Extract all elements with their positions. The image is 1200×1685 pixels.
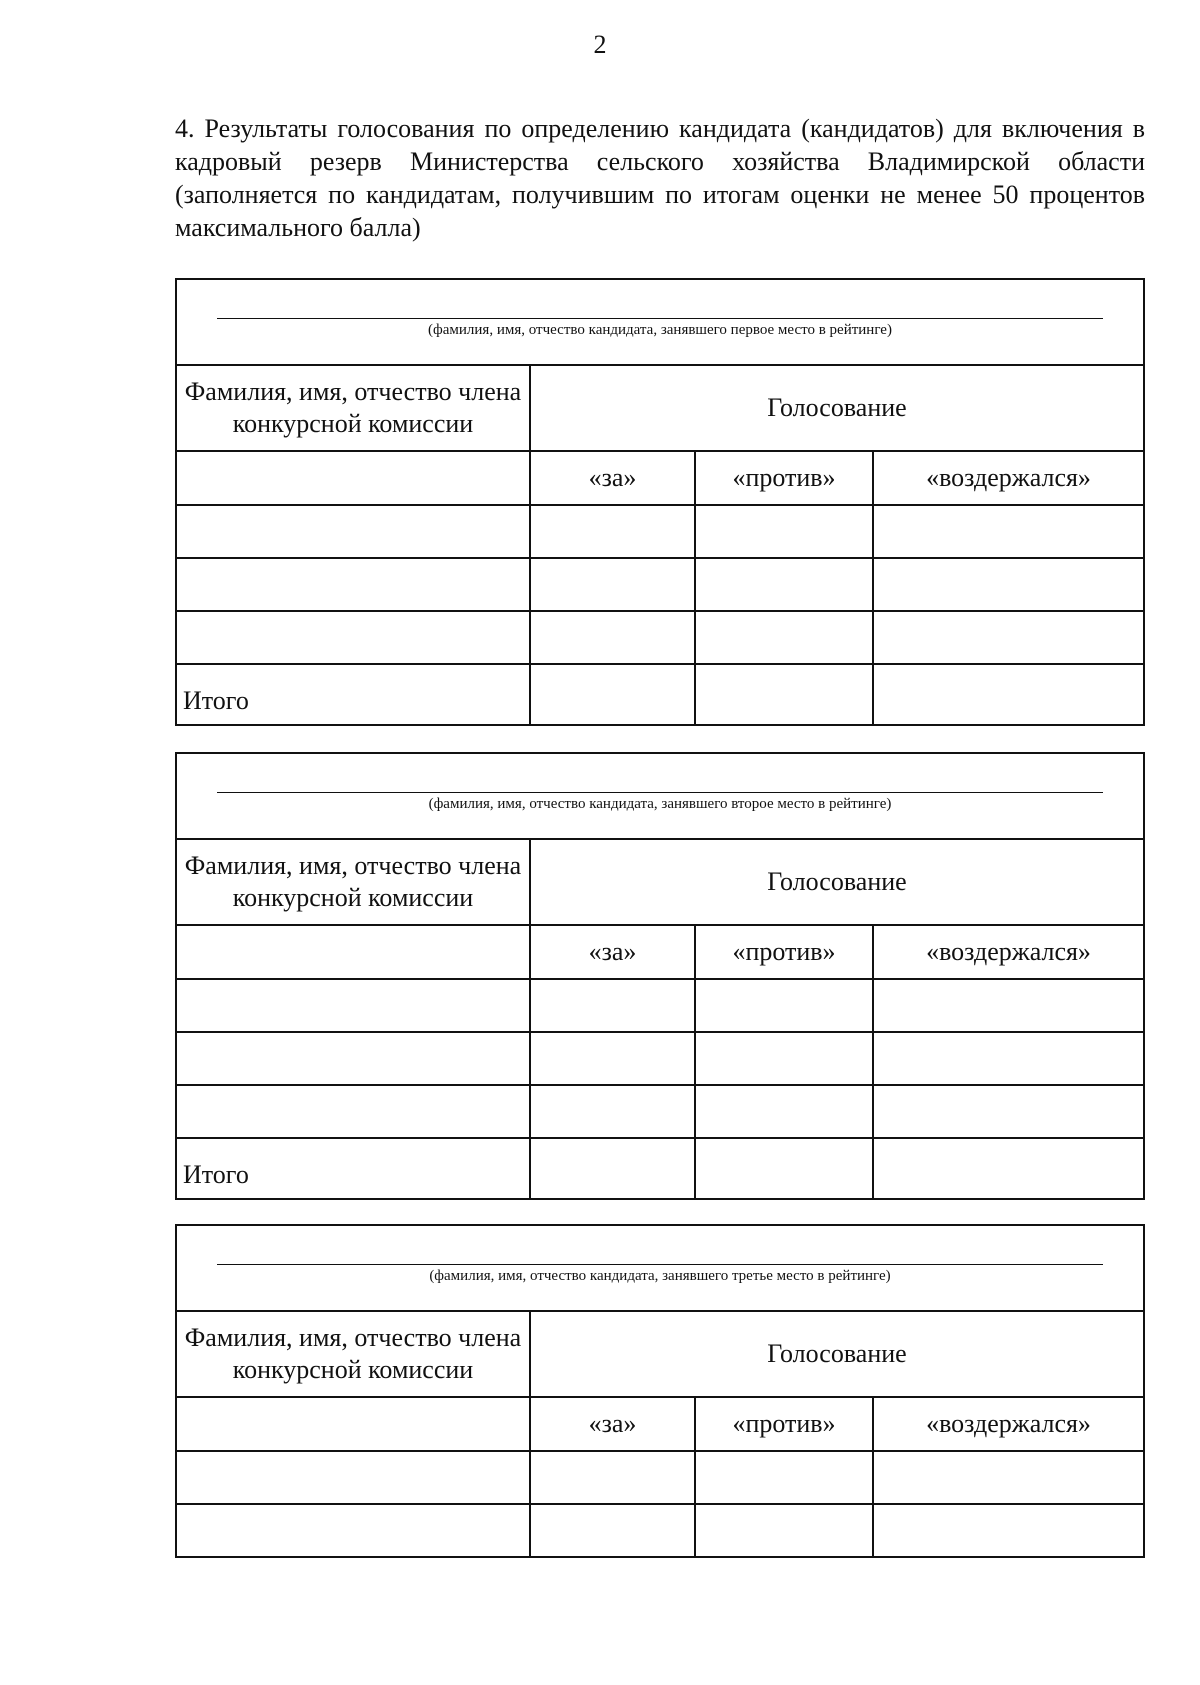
table-row xyxy=(177,558,1143,611)
blank-cell xyxy=(177,1397,530,1451)
vote-block-third xyxy=(175,1224,1145,1558)
member-column-header: Фамилия, имя, отчество члена конкурсной комиссии xyxy=(177,840,530,925)
voting-header: Голосование xyxy=(530,840,1143,925)
total-label: Итого xyxy=(177,664,530,724)
abstained-cell[interactable] xyxy=(873,979,1143,1032)
candidate-caption: (фамилия, имя, отчество кандидата, занявшего второе место в рейтинге) xyxy=(428,796,892,812)
candidate-row xyxy=(177,1226,1143,1312)
page-number: 2 xyxy=(593,30,607,59)
against-cell[interactable] xyxy=(695,1451,873,1504)
abstained-cell[interactable] xyxy=(873,1032,1143,1085)
member-cell[interactable] xyxy=(177,979,530,1032)
blank-cell xyxy=(177,925,530,979)
member-cell[interactable] xyxy=(177,558,530,611)
for-cell[interactable] xyxy=(530,558,695,611)
candidate-row xyxy=(177,280,1143,366)
table-row xyxy=(177,979,1143,1032)
table-row xyxy=(177,1032,1143,1085)
abstained-cell[interactable] xyxy=(873,1451,1143,1504)
voting-header: Голосование xyxy=(530,1312,1143,1397)
candidate-name-line[interactable] xyxy=(217,1264,1103,1265)
for-cell[interactable] xyxy=(530,611,695,664)
member-cell[interactable] xyxy=(177,1451,530,1504)
section-intro xyxy=(175,112,1145,244)
against-cell[interactable] xyxy=(695,611,873,664)
abstained-header: «воздержался» xyxy=(873,451,1143,505)
against-cell[interactable] xyxy=(695,1085,873,1138)
candidate-row xyxy=(177,754,1143,840)
candidate-caption: (фамилия, имя, отчество кандидата, занявшего третье место в рейтинге) xyxy=(429,1268,891,1284)
voting-header: Голосование xyxy=(530,366,1143,451)
for-total-cell[interactable] xyxy=(530,664,695,724)
abstained-total-cell[interactable] xyxy=(873,1138,1143,1198)
total-row xyxy=(177,664,1143,724)
against-cell[interactable] xyxy=(695,505,873,558)
table-row xyxy=(177,1451,1143,1504)
against-cell[interactable] xyxy=(695,1032,873,1085)
voting-table xyxy=(177,840,1143,1198)
against-header: «против» xyxy=(695,1397,873,1451)
against-cell[interactable] xyxy=(695,979,873,1032)
table-row xyxy=(177,1085,1143,1138)
against-header: «против» xyxy=(695,925,873,979)
total-row xyxy=(177,1138,1143,1198)
against-cell[interactable] xyxy=(695,558,873,611)
candidate-caption: (фамилия, имя, отчество кандидата, занявшего первое место в рейтинге) xyxy=(428,322,892,338)
for-header: «за» xyxy=(530,1397,695,1451)
blank-cell xyxy=(177,451,530,505)
abstained-total-cell[interactable] xyxy=(873,664,1143,724)
abstained-cell[interactable] xyxy=(873,611,1143,664)
candidate-name-line[interactable] xyxy=(217,318,1103,319)
member-cell[interactable] xyxy=(177,1504,530,1556)
candidate-name-line[interactable] xyxy=(217,792,1103,793)
member-cell[interactable] xyxy=(177,611,530,664)
for-total-cell[interactable] xyxy=(530,1138,695,1198)
abstained-cell[interactable] xyxy=(873,1504,1143,1556)
for-cell[interactable] xyxy=(530,979,695,1032)
against-total-cell[interactable] xyxy=(695,1138,873,1198)
member-column-header: Фамилия, имя, отчество члена конкурсной комиссии xyxy=(177,1312,530,1397)
against-total-cell[interactable] xyxy=(695,664,873,724)
abstained-cell[interactable] xyxy=(873,558,1143,611)
table-row xyxy=(177,611,1143,664)
against-cell[interactable] xyxy=(695,1504,873,1556)
for-header: «за» xyxy=(530,451,695,505)
member-column-header: Фамилия, имя, отчество члена конкурсной комиссии xyxy=(177,366,530,451)
voting-table xyxy=(177,1312,1143,1556)
for-header: «за» xyxy=(530,925,695,979)
for-cell[interactable] xyxy=(530,1451,695,1504)
for-cell[interactable] xyxy=(530,1504,695,1556)
member-cell[interactable] xyxy=(177,505,530,558)
total-label: Итого xyxy=(177,1138,530,1198)
table-row xyxy=(177,1504,1143,1556)
for-cell[interactable] xyxy=(530,1032,695,1085)
for-cell[interactable] xyxy=(530,505,695,558)
abstained-header: «воздержался» xyxy=(873,1397,1143,1451)
member-cell[interactable] xyxy=(177,1085,530,1138)
abstained-cell[interactable] xyxy=(873,1085,1143,1138)
abstained-cell[interactable] xyxy=(873,505,1143,558)
vote-block-first xyxy=(175,278,1145,726)
table-row xyxy=(177,505,1143,558)
for-cell[interactable] xyxy=(530,1085,695,1138)
member-cell[interactable] xyxy=(177,1032,530,1085)
abstained-header: «воздержался» xyxy=(873,925,1143,979)
against-header: «против» xyxy=(695,451,873,505)
intro-paragraph: 4. Результаты голосования по определению кандидата (кандидатов) для включения в кадровый резерв Министерства сельского хозяйства Владимирской области (заполняется по кандидатам, получившим по итогам оценки не менее 50 процентов максимального балла) xyxy=(175,114,1145,242)
vote-block-second xyxy=(175,752,1145,1200)
voting-table xyxy=(177,366,1143,724)
